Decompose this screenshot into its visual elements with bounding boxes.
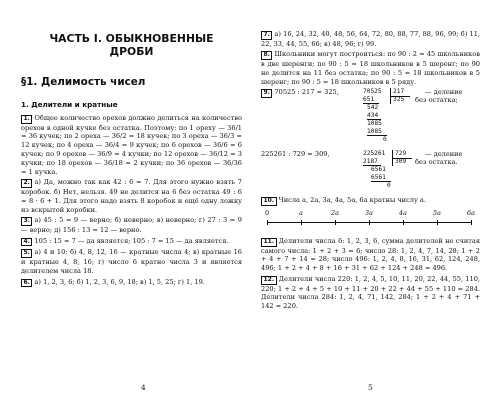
division-expression-1: 70525 : 217 = 325, — [274, 88, 339, 97]
tick-label-a: a — [299, 208, 303, 217]
problem-number: 1. — [21, 115, 32, 124]
div1-quotient: 325 — [393, 96, 405, 104]
part-title — [21, 33, 242, 58]
division-expression-2: 225261 : 729 = 309, — [261, 150, 330, 159]
part-title-line2: ДРОБИ — [109, 44, 154, 58]
problem-12 — [261, 275, 480, 311]
problem-number: 2. — [21, 179, 32, 188]
problem-text: а) 16, 24, 32, 40, 48, 56, 64, 72, 80, 88, 77, 88, 96, 99; б) 11, 22, 33, 44, 55, 66; в) 48, 96; г) 99. — [261, 30, 480, 48]
problem-text: а) 1, 2, 3, 6; б) 1, 2, 3, 6, 9, 18; в) 1, 5, 25; г) 1, 19. — [34, 277, 205, 286]
div1-row-3: 434 — [367, 112, 379, 120]
problem-number: 6. — [21, 279, 32, 288]
tick-label-6a: 6a — [467, 208, 475, 217]
problem-number: 8. — [261, 51, 272, 60]
div2-row-1: 2187 — [363, 158, 378, 166]
div2-row-2: 6561 — [371, 166, 386, 174]
div2-row-3: 6561 — [371, 174, 386, 182]
problem-text: а) Да, можно так как 42 : 6 = 7. Для этого нужно взять 7 коробок. б) Нет, нельзя. 49 не делится на 6 без остатка 49 : 6 = 8 · 6 + 1. Для этого надо взять 8 коробок и ещё одну ложку из вскрытой коробки. — [21, 178, 242, 214]
problem-text: Школьники могут построиться: по 90 : 2 = 45 школьников в две шеренги; по 90 : 5 = 18 школьников в 5 шеренг; по 90 не делится на 11 без остатка; по 90 : 5 = 18 школьников в 5 шеренг; по 90 : 5 = 18 школьников в 5 ряду. — [261, 50, 480, 86]
section-title: §1. Делимость чисел — [21, 76, 146, 88]
page-number: 5 — [368, 383, 373, 393]
problem-5 — [21, 248, 242, 275]
problem-text: Числа а, 2а, 3а, 4а, 5а, 6а кратны числу а. — [278, 196, 426, 205]
tick-label-2a: 2a — [331, 208, 339, 217]
problem-text: Делители числа 220: 1, 2, 4, 5, 10, 11, 20, 22, 44, 55, 110, 220; 1 + 2 + 4 + 5 + 10 + 11 + 20 + 22 + 44 + 55 + 110 = 284. Делители числа 284: 1, 2, 4, 71, 142, 284; 1 + 2 + 4 + 71 + 142 = 220. — [261, 274, 480, 311]
problem-10 — [261, 196, 480, 206]
div2-dividend: 225261 — [363, 150, 386, 158]
div1-row-2: 542 — [367, 104, 379, 112]
problem-text: Общее количество орехов должно делиться на количество орехов в одной кучке без остатка. Поэтому: по 1 ореху — 36/1 = 36 кучек; по 2 ореха — 36/2 = 18 кучек; по 3 ореха — 36/3 = 12 кучек; по 4 ореха — 36/4 = 9 кучек; по 6 орехов — 36/6 = 6 кучек; по 9 орехов — 36/9 = 4 кучки; по 12 орехов — 36/12 = 3 кучки; по 18 орехов — 36/18 = 2 кучки; по 36 орехов — 36/36 = 1 кучка. — [21, 114, 242, 176]
division-note-2: — деление — [425, 150, 463, 159]
problem-7 — [261, 30, 480, 48]
part-title-line1: ЧАСТЬ I. ОБЫКНОВЕННЫЕ — [49, 32, 214, 45]
subsection-title: 1. Делители и кратные — [21, 100, 118, 109]
div2-quotient: 309 — [395, 158, 407, 166]
div1-row-4: 1085 — [367, 120, 382, 128]
tick-label-4a: 4a — [399, 208, 407, 217]
problem-text: а) 45 : 5 = 9 — верно; б) неверно; в) неверно; г) 27 : 3 = 9 — верно; д) 156 : 13 = 12 — верно. — [21, 216, 242, 234]
tick-label-0: 0 — [264, 208, 270, 217]
problem-text: Делители числа 6: 1, 2, 3, 6, сумма делителей не считая самого числа: 1 + 2 + 3 = 6; число 28: 1, 2, 4, 7, 14, 28; 1 + 2 + 4 + 7 + 14 = 28; число 496: 1, 2, 4, 8, 16, 31, 62, 124, 248, 496; 1 + 2 + 4 + 8 + 16 + 31 + 62 + 124 + 248 = 496. — [261, 236, 480, 273]
problem-2 — [21, 178, 242, 214]
problem-4 — [21, 237, 242, 247]
tick-label-5a: 5a — [433, 208, 441, 217]
div2-divisor: 729 — [395, 150, 407, 158]
div1-row-1: 651 — [363, 96, 375, 104]
tick-mark — [471, 220, 472, 225]
problem-number: 10. — [261, 197, 277, 206]
tick-label-3a: 3a — [365, 208, 373, 217]
division-note-2b: без остатка. — [415, 158, 458, 167]
problem-text: 105 : 15 = 7 — да является; 105 : 7 = 15 — да является. — [34, 236, 229, 245]
division-note-1b: без остатка; — [415, 96, 458, 105]
problem-11 — [261, 237, 480, 273]
problem-1 — [21, 114, 242, 176]
problem-number: 9. — [261, 89, 272, 98]
div1-dividend: 70525 — [363, 88, 382, 96]
div1-row-5: 1085 — [367, 128, 382, 136]
problem-3 — [21, 216, 242, 234]
div2-remainder: 0 — [387, 182, 391, 190]
problem-text: а) 4 и 10; б) 4, 8, 12, 16 — кратные числа 4; в) кратные 16 и кратные 4, 8, 16; г) число 6 кратно числа 3 и является делителем числа 18. — [21, 248, 242, 275]
division-note-1: — деление — [425, 88, 463, 97]
tick-mark — [267, 220, 268, 225]
problem-number: 4. — [21, 238, 32, 247]
problem-number: 11. — [261, 238, 277, 247]
problem-number: 7. — [261, 31, 272, 40]
tick-mark — [301, 220, 302, 225]
div1-divisor: 217 — [393, 88, 405, 96]
problem-number: 12. — [261, 276, 277, 285]
tick-mark — [437, 220, 438, 225]
problem-9 — [261, 88, 480, 190]
problem-8 — [261, 50, 480, 86]
problem-9-line1 — [261, 88, 339, 98]
div1-remainder: 0 — [383, 136, 387, 144]
tick-mark — [369, 220, 370, 225]
number-line — [261, 209, 480, 231]
page-number: 4 — [141, 383, 146, 393]
tick-mark — [403, 220, 404, 225]
problem-number: 5. — [21, 249, 32, 258]
problem-number: 3. — [21, 217, 32, 226]
tick-mark — [335, 220, 336, 225]
problem-6 — [21, 278, 242, 288]
right-page — [250, 0, 500, 403]
